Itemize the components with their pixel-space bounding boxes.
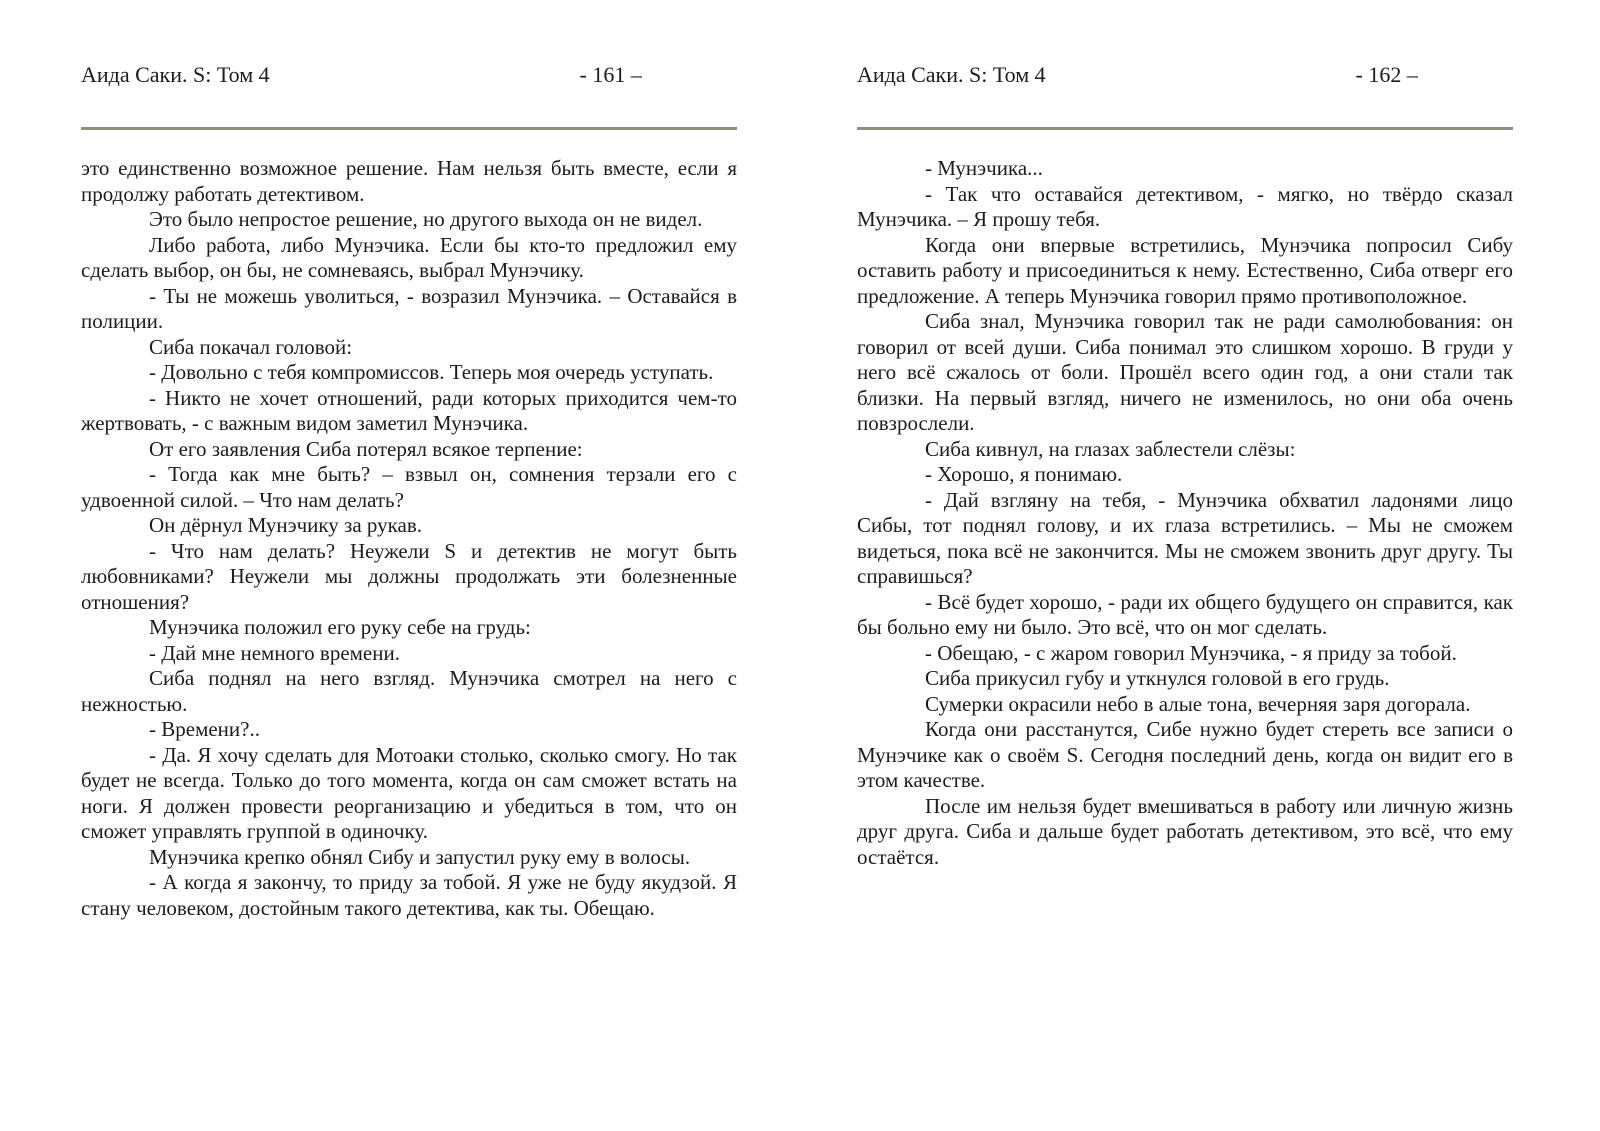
- paragraph: После им нельзя будет вмешиваться в работу или личную жизнь друг друга. Сиба и дальше будет работать детективом, это всё, что ему остаётся.: [857, 793, 1513, 869]
- header-rule: [81, 127, 737, 130]
- page-header: [81, 62, 737, 88]
- paragraph: Это было непростое решение, но другого выхода он не видел.: [149, 207, 703, 231]
- paragraph: Либо работа, либо Мунэчика. Если бы кто-то предложил ему сделать выбор, он бы, не сомневаясь, выбрал Мунэчику.: [81, 232, 737, 282]
- paragraph: Мунэчика крепко обнял Сибу и запустил руку ему в волосы.: [149, 844, 691, 869]
- paragraph: - Дай мне немного времени.: [149, 640, 400, 665]
- paragraph: Он дёрнул Мунэчику за рукав.: [149, 513, 423, 537]
- paragraph: Когда они расстанутся, Сибе нужно будет стереть все записи о Мунэчике как о своём S. Сегодня последний день, когда он видит его в этом качестве.: [857, 717, 1513, 792]
- page-number: - 162 –: [1355, 62, 1418, 87]
- book-title: Аида Саки. S: Том 4: [81, 62, 270, 87]
- page-left: [81, 62, 737, 921]
- paragraph: Сумерки окрасили небо в алые тона, вечерняя заря догорала.: [925, 691, 1471, 716]
- paragraph: - Хорошо, я понимаю.: [925, 462, 1123, 486]
- page-header: [857, 62, 1513, 88]
- page-body: [857, 156, 1513, 870]
- page-number: - 161 –: [579, 62, 642, 87]
- paragraph: Сиба покачал головой:: [149, 334, 353, 359]
- paragraph: - Никто не хочет отношений, ради которых приходится чем-то жертвовать, - с важным видом заметил Мунэчика.: [81, 385, 737, 435]
- paragraph: Сиба поднял на него взгляд. Мунэчика смотрел на него с нежностью.: [81, 666, 737, 716]
- book-title: Аида Саки. S: Том 4: [857, 62, 1046, 87]
- paragraph: - Дай взгляну на тебя, - Мунэчика обхватил ладонями лицо Сибы, тот поднял голову, и их глаза встретились. – Мы не сможем видеться, пока всё не закончится. Мы не сможем звонить друг другу. Ты справишься?: [857, 487, 1513, 588]
- paragraph: Сиба прикусил губу и уткнулся головой в его грудь.: [925, 666, 1390, 690]
- paragraph: - Обещаю, - с жаром говорил Мунэчика, - я приду за тобой.: [925, 640, 1457, 665]
- paragraph: - Так что оставайся детективом, - мягко, но твёрдо сказал Мунэчика. – Я прошу тебя.: [857, 181, 1513, 231]
- paragraph: Сиба знал, Мунэчика говорил так не ради самолюбования: он говорил от всей души. Сиба понимал это слишком хорошо. В груди у него всё сжалось от боли. Прошёл всего один год, а они стали так близки. На первый взгляд, ничего не изменилось, но они оба очень повзрослели.: [857, 309, 1513, 435]
- paragraph: От его заявления Сиба потерял всякое терпение:: [149, 436, 583, 461]
- paragraph: это единственно возможное решение. Нам нельзя быть вместе, если я продолжу работать детективом.: [81, 156, 737, 206]
- paragraph: Мунэчика положил его руку себе на грудь:: [149, 615, 531, 639]
- page-body: [81, 156, 737, 921]
- paragraph: - Довольно с тебя компромиссов. Теперь моя очередь уступать.: [149, 360, 714, 384]
- paragraph: - Да. Я хочу сделать для Мотоаки столько, сколько смогу. Но так будет не всегда. Только до того момента, когда он сам сможет встать на ноги. Я должен провести реорганизацию и убедиться в том, что он сможет управлять группой в одиночку.: [81, 742, 737, 843]
- paragraph: - Ты не можешь уволиться, - возразил Мунэчика. – Оставайся в полиции.: [81, 283, 737, 333]
- paragraph: - Тогда как мне быть? – взвыл он, сомнения терзали его с удвоенной силой. – Что нам делать?: [81, 462, 737, 512]
- paragraph: - Времени?..: [149, 717, 260, 741]
- paragraph: Когда они впервые встретились, Мунэчика попросил Сибу оставить работу и присоединиться к нему. Естественно, Сиба отверг его предложение. А теперь Мунэчика говорил прямо противоположное.: [857, 232, 1513, 308]
- header-rule: [857, 127, 1513, 130]
- paragraph: - Мунэчика...: [925, 156, 1043, 180]
- page-right: [857, 62, 1513, 921]
- paragraph: - Всё будет хорошо, - ради их общего будущего он справится, как бы больно ему ни было. Это всё, что он мог сделать.: [857, 589, 1513, 639]
- paragraph: Сиба кивнул, на глазах заблестели слёзы:: [925, 436, 1296, 461]
- paragraph: - Что нам делать? Неужели S и детектив не могут быть любовниками? Неужели мы должны продолжать эти болезненные отношения?: [81, 538, 737, 614]
- paragraph: - А когда я закончу, то приду за тобой. Я уже не буду якудзой. Я стану человеком, достойным такого детектива, как ты. Обещаю.: [81, 870, 737, 920]
